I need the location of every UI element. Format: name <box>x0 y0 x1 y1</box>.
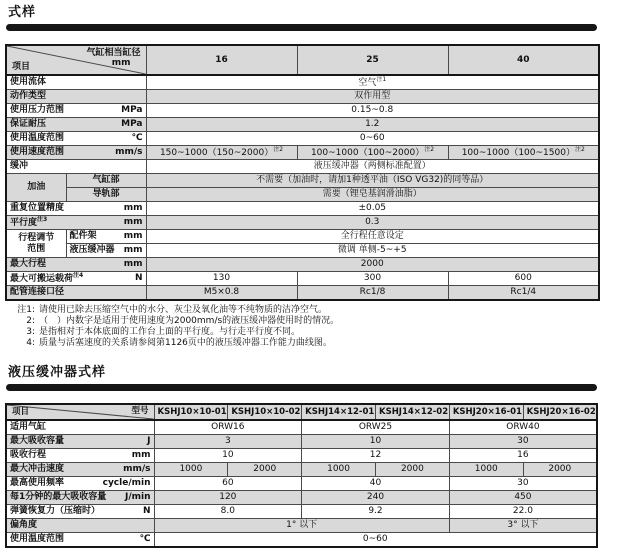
table-row <box>6 132 599 146</box>
spec-value: 22.0 <box>449 505 597 519</box>
spec-value: 液压缓冲器（两侧标准配置） <box>146 160 599 174</box>
spec-value: 0~60 <box>154 533 597 548</box>
spec-value: 30 <box>449 477 597 491</box>
table-row <box>6 533 597 548</box>
spec-value: 150~1000（150~2000）$^{注2}$ <box>146 146 297 160</box>
spec-value: 1.2 <box>146 118 599 132</box>
table-row <box>6 449 597 463</box>
spec-value: 2000 <box>146 258 599 272</box>
spec-value: 100~1000（100~1500）$^{注2}$ <box>448 146 599 160</box>
section-title-specs: 式样 <box>8 5 37 20</box>
spec-label: 吸收行程 mm <box>6 449 154 463</box>
spec-value: 60 <box>154 477 302 491</box>
spec-value: ORW16 <box>154 420 302 435</box>
spec-label: 最大冲击速度 mm/s <box>6 463 154 477</box>
table-row <box>6 244 599 258</box>
table-row <box>6 435 597 449</box>
table-row <box>6 420 597 435</box>
footnote: 4: 质量与活塞速度的关系请参阅第1126页中的液压缓冲器工作能力曲线图。 <box>26 338 332 348</box>
table-row <box>6 230 599 244</box>
footnote: 3: 是指相对于本体底面的工作台上面的平行度。与行走平行度不同。 <box>26 327 301 337</box>
spec-value: 10 <box>154 449 302 463</box>
spec-value: Rc1/4 <box>448 286 599 301</box>
spec-value: Rc1/8 <box>297 286 448 301</box>
spec-value: 9.2 <box>302 505 450 519</box>
table-row <box>6 202 599 216</box>
spec-group-label: 行程调节 范围 <box>6 230 66 258</box>
spec-label: 保证耐压 MPa <box>6 118 146 132</box>
spec-value: 40 <box>302 477 450 491</box>
table-row <box>6 146 599 160</box>
corner-diagonal-label: 型号 <box>131 406 149 416</box>
spec-value: ORW40 <box>449 420 597 435</box>
spec-label: 最大吸收容量 J <box>6 435 154 449</box>
table-row <box>6 188 599 202</box>
spec-value: 0.15~0.8 <box>146 104 599 118</box>
table-row <box>6 286 599 301</box>
spec-value: 300 <box>297 272 448 286</box>
corner-diagonal-label: 气缸相当缸径 mm <box>86 48 141 68</box>
spec-value: ORW25 <box>302 420 450 435</box>
column-header-bore16: 16 <box>146 45 297 75</box>
section-divider-bar <box>6 24 597 31</box>
table-row <box>6 272 599 286</box>
spec-value: 30 <box>449 435 597 449</box>
spec-value: 240 <box>302 491 450 505</box>
spec-value: 微调 单侧-5~+5 <box>146 244 599 258</box>
spec-sub-label: 气缸部 <box>66 174 146 188</box>
column-header-model: KSHJ14×12-01 <box>302 404 376 420</box>
spec-label: 最高使用频率 cycle/min <box>6 477 154 491</box>
spec-label: 动作类型 <box>6 90 146 104</box>
footnote: 2: （ ）内数字是适用于使用速度为2000mm/s的液压缓冲器使用时的情况。 <box>26 316 340 326</box>
spec-label: 配管连接口径 <box>6 286 146 301</box>
spec-value: M5×0.8 <box>146 286 297 301</box>
table-header-row <box>6 404 597 420</box>
footnote: 注1: 请使用已除去压缩空气中的水分、灰尘及氧化油等不纯物质的洁净空气。 <box>17 305 328 315</box>
spec-value: 1000 <box>449 463 523 477</box>
spec-sub-label: 液压缓冲器 mm <box>66 244 146 258</box>
spec-table <box>5 44 600 301</box>
spec-value: 10 <box>302 435 450 449</box>
spec-label: 使用温度范围 ℃ <box>6 533 154 548</box>
spec-value: 3 <box>154 435 302 449</box>
spec-value: 1000 <box>154 463 228 477</box>
spec-label: 缓冲 <box>6 160 146 174</box>
spec-value: 8.0 <box>154 505 302 519</box>
spec-value: 2000 <box>228 463 302 477</box>
spec-value: 需要（锂皂基润滑油脂） <box>146 188 599 202</box>
spec-value: 100~1000（100~2000）$^{注2}$ <box>297 146 448 160</box>
table-row <box>6 258 599 272</box>
spec-value: 130 <box>146 272 297 286</box>
footnotes <box>9 305 598 349</box>
table-row <box>6 118 599 132</box>
spec-value: 1° 以下 <box>154 519 449 533</box>
spec-value: 600 <box>448 272 599 286</box>
column-header-bore25: 25 <box>297 45 448 75</box>
spec-label: 平行度$^{注3}$ mm <box>6 216 146 230</box>
table-row <box>6 519 597 533</box>
spec-value: 双作用型 <box>146 90 599 104</box>
table-header-row <box>6 45 599 75</box>
spec-label: 使用速度范围 mm/s <box>6 146 146 160</box>
spec-value: 450 <box>449 491 597 505</box>
column-header-model: KSHJ20×16-01 <box>449 404 523 420</box>
table-row <box>6 160 599 174</box>
spec-value: 全行程任意设定 <box>146 230 599 244</box>
spec-value: 120 <box>154 491 302 505</box>
table-row <box>6 104 599 118</box>
spec-label: 使用压力范围 MPa <box>6 104 146 118</box>
column-header-model: KSHJ14×12-02 <box>375 404 449 420</box>
spec-value: 2000 <box>375 463 449 477</box>
spec-value: 12 <box>302 449 450 463</box>
spec-label: 使用温度范围 ℃ <box>6 132 146 146</box>
spec-value: 2000 <box>523 463 597 477</box>
section-divider-bar <box>6 384 597 391</box>
shock-absorber-table <box>5 403 598 548</box>
spec-value: 不需要（加油时，请加1种透平油（ISO VG32)的同等品） <box>146 174 599 188</box>
table-row <box>6 463 597 477</box>
column-header-model: KSHJ10×10-02 <box>228 404 302 420</box>
spec-value: 空气$^{注1}$ <box>146 75 599 90</box>
column-header-model: KSHJ10×10-01 <box>154 404 228 420</box>
spec-group-label: 加油 <box>6 174 66 202</box>
spec-label: 偏角度 <box>6 519 154 533</box>
section-title-shock-absorber: 液压缓冲器式样 <box>8 365 107 380</box>
spec-label: 重复位置精度 mm <box>6 202 146 216</box>
spec-sub-label: 导轨部 <box>66 188 146 202</box>
spec-value: 16 <box>449 449 597 463</box>
header-corner-cell <box>6 404 154 420</box>
spec-value: 1000 <box>302 463 376 477</box>
table-row <box>6 75 599 90</box>
table-row <box>6 477 597 491</box>
header-corner-cell <box>6 45 146 75</box>
spec-value: 0~60 <box>146 132 599 146</box>
table-row <box>6 174 599 188</box>
table-row <box>6 90 599 104</box>
corner-item-label: 项目 <box>12 407 30 417</box>
spec-label: 最大行程 mm <box>6 258 146 272</box>
spec-label: 每1分钟的最大吸收容量 J/min <box>6 491 154 505</box>
spec-label: 适用气缸 <box>6 420 154 435</box>
table-row <box>6 505 597 519</box>
corner-item-label: 项目 <box>12 62 31 72</box>
spec-label: 最大可搬运载荷$^{注4}$ N <box>6 272 146 286</box>
spec-label: 使用流体 <box>6 75 146 90</box>
spec-sub-label: 配件架 mm <box>66 230 146 244</box>
spec-value: 0.3 <box>146 216 599 230</box>
column-header-model: KSHJ20×16-02 <box>523 404 597 420</box>
column-header-bore40: 40 <box>448 45 599 75</box>
spec-value: 3° 以下 <box>449 519 597 533</box>
spec-label: 弹簧恢复力（压缩时） N <box>6 505 154 519</box>
spec-value: ±0.05 <box>146 202 599 216</box>
table-row <box>6 491 597 505</box>
table-row <box>6 216 599 230</box>
